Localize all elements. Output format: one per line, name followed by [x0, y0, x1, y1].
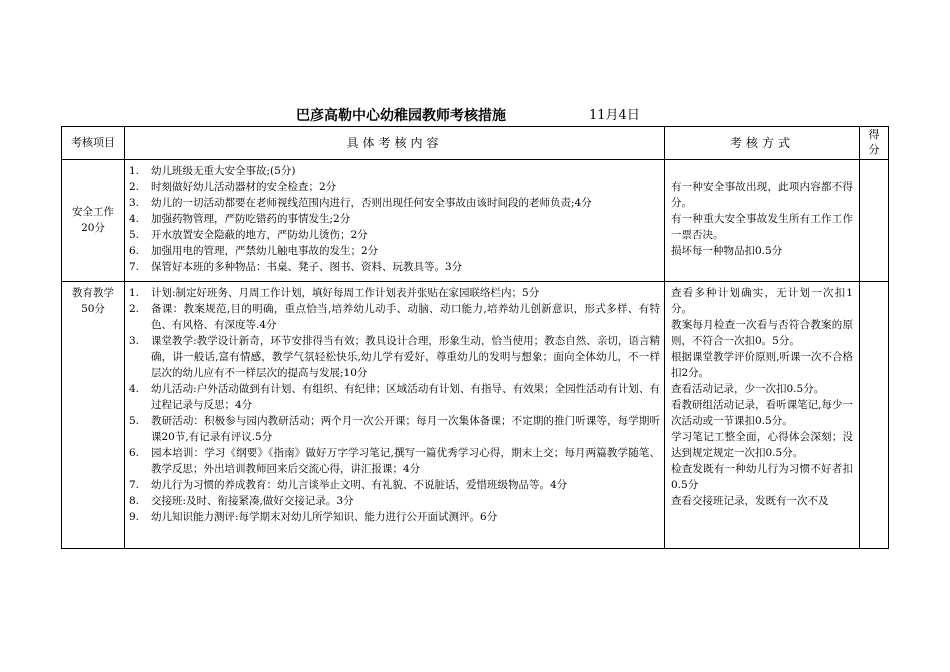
item-number: 1.	[129, 287, 140, 299]
method-line: 查看交接班记录，发既有一次不及	[671, 495, 829, 507]
item-number: 2.	[129, 303, 140, 315]
category-name: 安全工作	[72, 206, 114, 218]
list-item	[129, 493, 660, 509]
document-date: 11月4日	[589, 108, 640, 123]
section-row-teaching	[62, 282, 889, 549]
category-cell-safety	[62, 160, 125, 282]
item-number: 5.	[129, 229, 140, 241]
method-line: 根据课堂教学评价原则,听课一次不合格扣2分。	[671, 351, 853, 379]
document-title: 巴彦高勒中心幼稚园教师考核措施	[296, 108, 506, 124]
category-points: 20分	[81, 222, 105, 234]
header-method: 考核方式	[665, 127, 860, 160]
header-score-line2: 分	[868, 143, 880, 156]
method-block	[665, 282, 859, 509]
item-number: 6.	[129, 447, 140, 459]
item-text: 教研活动：积极参与园内教研活动；两个月一次公开课；每月一次集体备课；不定期的推门听课等，每学期听课20节,有记录有评议.5分	[151, 415, 660, 443]
list-item	[129, 211, 660, 227]
header-row	[62, 127, 889, 160]
list-item	[129, 333, 660, 381]
method-cell-teaching	[665, 282, 860, 549]
section-row-safety	[62, 160, 889, 282]
assessment-table	[61, 126, 889, 549]
item-text: 保管好本班的多种物品：书桌、凳子、图书、资料、玩教具等。3分	[151, 261, 463, 273]
list-item	[129, 301, 660, 333]
item-text: 交接班:及时、衔接紧凑,做好交接记录。3分	[151, 495, 354, 507]
score-cell-safety	[860, 160, 889, 282]
item-text: 备课：教案规范,目的明确，重点恰当,培养幼儿动手、动脑、动口能力,培养幼儿创新意识，形式多样、有特色、有风格、有深度等.4分	[151, 303, 660, 331]
category-points: 50分	[81, 303, 105, 315]
category-cell-teaching	[62, 282, 125, 549]
item-text: 幼儿知识能力测评:每学期末对幼儿所学知识、能力进行公开面试测评。6分	[151, 511, 498, 523]
method-line: 有一种安全事故出现，此项内容都不得分。	[671, 181, 853, 209]
item-text: 幼儿班级无重大安全事故;(5分)	[151, 165, 296, 177]
list-item	[129, 413, 660, 445]
content-list	[125, 282, 664, 525]
item-number: 3.	[129, 335, 140, 347]
method-block	[665, 160, 859, 259]
item-number: 1.	[129, 165, 140, 177]
content-list	[125, 160, 664, 275]
content-cell-safety	[125, 160, 665, 282]
item-number: 6.	[129, 245, 140, 257]
method-line: 教案每月检查一次看与否符合教案的原则，不符合一次扣0。5分。	[671, 319, 853, 347]
method-line: 学习笔记工整全面，心得体会深刻；没达到规定规定一次扣0.5分。	[671, 431, 853, 459]
item-text: 课堂教学:教学设计新奇，环节安排得当有效；教具设计合理，形象生动，恰当使用；教态自然、亲切，语言精确，讲一般话,富有情感，教学气氛轻松快乐,幼儿学有爱好，尊重幼儿的发明与想象；面向全体幼儿，不一样层次的幼儿应有不一样层次的提高与发展;10分	[151, 335, 660, 379]
score-cell-teaching	[860, 282, 889, 549]
item-text: 加强药物管理，严防吃错药的事情发生;2分	[151, 213, 351, 225]
header-content: 具体考核内容	[125, 127, 665, 160]
header-score-line1: 得	[868, 128, 880, 141]
method-line: 检查发既有一种幼儿行为习惯不好者扣0.5分	[671, 463, 853, 491]
list-item	[129, 243, 660, 259]
method-line: 有一种重大安全事故发生所有工作工作一票否决。	[671, 213, 853, 241]
method-cell-safety	[665, 160, 860, 282]
item-text: 幼儿的一切活动都要在老师视线范围内进行，否则出现任何安全事故由该时间段的老师负责;4分	[151, 197, 592, 209]
content-cell-teaching	[125, 282, 665, 549]
item-text: 幼儿活动:户外活动做到有计划、有组织、有纪律；区域活动有计划、有指导、有效果；全园性活动有计划、有过程记录与反思；4分	[151, 383, 660, 411]
list-item	[129, 227, 660, 243]
method-line: 查看活动记录，少一次扣0.5分。	[671, 383, 825, 395]
item-text: 园本培训：学习《纲要》《指南》做好万字学习笔记,撰写一篇优秀学习心得，期末上交；每月两篇教学随笔、教学反思；外出培训教师回来后交流心得，讲汇报课；4分	[151, 447, 660, 475]
list-item	[129, 477, 660, 493]
list-item	[129, 509, 660, 525]
method-line: 损坏每一种物品扣0.5分	[671, 245, 783, 257]
header-score	[860, 127, 889, 160]
item-number: 4.	[129, 383, 140, 395]
item-text: 时刻做好幼儿活动器材的安全检查；2分	[151, 181, 337, 193]
item-number: 2.	[129, 181, 140, 193]
method-line: 查看多种计划确实，无计划一次扣1分。	[671, 287, 853, 315]
list-item	[129, 445, 660, 477]
item-number: 4.	[129, 213, 140, 225]
item-number: 3.	[129, 197, 140, 209]
category-name: 教育教学	[72, 287, 114, 299]
item-number: 7.	[129, 479, 140, 491]
item-text: 加强用电的管理，严禁幼儿触电事故的发生；2分	[151, 245, 379, 257]
item-text: 开水放置安全隐蔽的地方，严防幼儿烫伤；2分	[151, 229, 368, 241]
item-text: 幼儿行为习惯的养成教育：幼儿言谈举止文明、有礼貌、不说脏话，爱惜班级物品等。4分	[151, 479, 568, 491]
list-item	[129, 381, 660, 413]
item-number: 5.	[129, 415, 140, 427]
list-item	[129, 195, 660, 211]
item-text: 计划:制定好班务、月周工作计划，填好每周工作计划表并张贴在家园联络栏内；5分	[151, 287, 540, 299]
title-row	[0, 106, 950, 126]
list-item	[129, 285, 660, 301]
list-item	[129, 163, 660, 179]
method-line: 看教研组活动记录，看听课笔记,每少一次活动或一节课扣0.5分。	[671, 399, 853, 427]
list-item	[129, 259, 660, 275]
item-number: 7.	[129, 261, 140, 273]
item-number: 9.	[129, 511, 140, 523]
item-number: 8.	[129, 495, 140, 507]
list-item	[129, 179, 660, 195]
header-category: 考核项目	[62, 127, 125, 160]
